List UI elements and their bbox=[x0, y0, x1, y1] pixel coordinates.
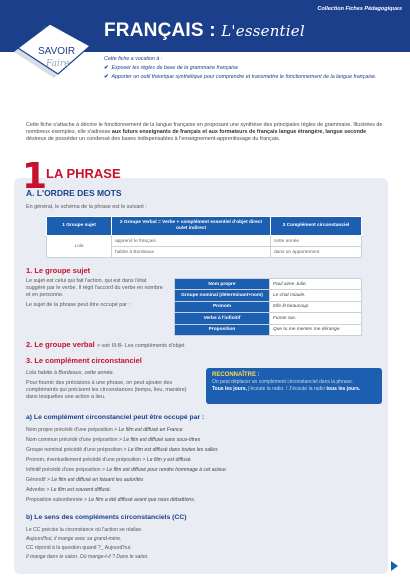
cc-example: Le film a été diffusé avant que nous débattions. bbox=[88, 497, 196, 503]
document-title bbox=[104, 20, 305, 42]
cc-example: Le film est souvent diffusé. bbox=[50, 487, 112, 493]
col-header: 1 Groupe sujet bbox=[47, 217, 112, 236]
groupe-sujet-text-2: Le sujet de la phrase peut être occupé par : bbox=[26, 302, 130, 308]
cc-type-line: Groupe nominal précédé d'une préposition > Le film est diffusé dans toutes les salles bbox=[26, 447, 218, 453]
example-cell: Que tu me mentes me dérange. bbox=[270, 324, 362, 335]
cc-type-line: Gérondif > Le film est diffusé en faisant les autorités bbox=[26, 477, 144, 483]
reco-bold-c: tous les jours. bbox=[326, 386, 361, 392]
groupe-verbal-note: > voir III-B- Les compléments d'objet bbox=[96, 343, 185, 349]
table-cell: habite à Bordeaux bbox=[112, 247, 271, 258]
cc-type-line: Nom commun précédé d'une préposition > Le film est diffusé sans sous-titres bbox=[26, 437, 201, 443]
heading-groupe-sujet: 1. Le groupe sujet bbox=[26, 266, 91, 275]
cc-example: Le film est diffusé en faisant les autorités bbox=[51, 477, 144, 483]
word-order-table bbox=[46, 216, 362, 258]
cc-type: Infinitif précédé d'une préposition bbox=[26, 467, 101, 473]
reconnaitre-box bbox=[206, 368, 382, 404]
lead-p2a: Illustrées de nombreux exemples, elle s'adresse bbox=[26, 122, 383, 136]
type-cell: Proposition bbox=[175, 324, 270, 335]
title-main: FRANÇAIS : bbox=[104, 20, 216, 41]
cc-type: Pronom, éventuellement précédé d'une préposition bbox=[26, 457, 142, 463]
example-cell: Le chat miaule. bbox=[270, 290, 362, 301]
type-cell: Groupe nominal (déterminant+nom) bbox=[175, 290, 270, 301]
intro-item-text: Exposer les règles de base de la grammaire française bbox=[111, 65, 239, 71]
groupe-sujet-text: Le sujet est celui qui fait l'action, qui est dans l'état suggéré par le verbe. Il régit l'accord du verbe en nombre et en personne. bbox=[26, 278, 163, 298]
intro-item bbox=[104, 65, 376, 71]
cc-sens-line: Il mange dans le salon. Où mange-t-il ? Dans le salon. bbox=[26, 554, 149, 560]
cc-example: Le film est diffusé dans toutes les salles bbox=[127, 447, 218, 453]
cc-example: Le film y est diffusé. bbox=[146, 457, 192, 463]
type-cell: Nom propre bbox=[175, 279, 270, 290]
cc-example: Le film est diffusé sans sous-titres bbox=[123, 437, 201, 443]
col-header: 2 Groupe Verbal = Verbe + complément essentiel d'objet direct ou/et indirect bbox=[112, 217, 271, 236]
heading-cc-types: a) Le complément circonstanciel peut être occupé par : bbox=[26, 414, 205, 421]
reco-mid: j'écoute la radio. / J'écoute la radio bbox=[246, 386, 327, 392]
intro-block bbox=[104, 56, 376, 83]
lead-p2c: désireux de posséder un condensé des bases indispensables à l'enseignement-apprentissage du français. bbox=[26, 136, 281, 143]
reconnaitre-line1: On peut déplacer un complément circonstanciel dans la phrase. bbox=[212, 379, 354, 385]
logo-word-2: Faire bbox=[46, 59, 70, 69]
subsection-intro: En général, le schéma de la phrase est le suivant : bbox=[26, 204, 147, 210]
next-page-arrow-icon[interactable] bbox=[391, 561, 398, 571]
cc-type: Proposition subordonnée bbox=[26, 497, 83, 503]
cc-sens-line: Aujourd'hui, il mange avec sa grand-mère. bbox=[26, 536, 122, 542]
subject-types-table bbox=[174, 278, 362, 336]
check-icon: ✔ bbox=[104, 65, 109, 71]
lead-p2b: aux futurs enseignants de français et aux formateurs de français langue étrangère, langue seconde bbox=[111, 129, 367, 136]
check-icon: ✔ bbox=[104, 74, 109, 80]
section-number: 1 bbox=[22, 156, 48, 197]
cc-type: Gérondif bbox=[26, 477, 46, 483]
collection-label: Collection Fiches Pédagogiques bbox=[317, 6, 402, 12]
complement-example: Lola habite à Bordeaux, cette année. bbox=[26, 370, 115, 376]
type-cell: Verbe à l'infinitif bbox=[175, 313, 270, 324]
cc-type-line: Nom propre précédé d'une préposition > Le film est diffusé en France bbox=[26, 427, 183, 433]
example-cell: Elle lit beaucoup. bbox=[270, 301, 362, 312]
heading-cc-sens: b) Le sens des compléments circonstanciels (CC) bbox=[26, 514, 187, 521]
title-sub: L'essentiel bbox=[221, 22, 305, 40]
cc-example: Le film est diffusé pour rendre hommage à cet acteur. bbox=[106, 467, 228, 473]
cc-type-line: Infinitif précédé d'une préposition > Le film est diffusé pour rendre hommage à cet acteur. bbox=[26, 467, 228, 473]
heading-complement: 3. Le complément circonstanciel bbox=[26, 356, 142, 365]
groupe-verbal-title: 2. Le groupe verbal bbox=[26, 340, 95, 349]
cc-type: Groupe nominal précédé d'une préposition bbox=[26, 447, 123, 453]
complement-text: Pour fournir des précisions à une phrase, on peut ajouter des compléments qui précisent les circonstances (temps, lieu, manière) dans lesquelles une action a lieu. bbox=[26, 380, 187, 400]
cc-type: Nom propre précédé d'une préposition bbox=[26, 427, 113, 433]
reco-bold-a: Tous les jours, bbox=[212, 386, 247, 392]
cc-type: Nom commun précédé d'une préposition bbox=[26, 437, 118, 443]
reconnaitre-line2 bbox=[212, 386, 376, 393]
cc-type-line: Adverbe > Le film est souvent diffusé. bbox=[26, 487, 112, 493]
intro-item-text: Apporter un outil théorique synthétique pour comprendre et transmettre le fonctionnement de la langue française. bbox=[111, 74, 377, 80]
cc-type-line: Proposition subordonnée > Le film a été diffusé avant que nous débattions. bbox=[26, 497, 196, 503]
table-cell: apprend le français bbox=[112, 236, 271, 247]
heading-groupe-verbal bbox=[26, 340, 184, 349]
logo-word-1: SAVOIR bbox=[38, 46, 76, 57]
subsection-title: A. L'ORDRE DES MOTS bbox=[26, 188, 122, 198]
table-cell: dans un appartement bbox=[271, 247, 362, 258]
document-header bbox=[0, 0, 410, 105]
type-cell: Pronom bbox=[175, 301, 270, 312]
table-cell: cette année bbox=[271, 236, 362, 247]
cc-example: Le film est diffusé en France bbox=[118, 427, 183, 433]
cc-sens-line: Le CC précise la circonstance où l'action se réalise. bbox=[26, 527, 143, 533]
cc-sens-line: CC répond à la question quand ?_ Aujourd'hui. bbox=[26, 545, 132, 551]
lead-p1: Cette fiche s'attache à décrire le fonctionnement de la langue française en proposant une synthèse des principales règles de grammaire. bbox=[26, 122, 352, 128]
section-title: LA PHRASE bbox=[46, 166, 121, 181]
cc-type: Adverbe bbox=[26, 487, 45, 493]
subject-cell: Lola bbox=[47, 236, 112, 258]
intro-item bbox=[104, 74, 376, 80]
example-cell: Paul aime Julie. bbox=[270, 279, 362, 290]
example-cell: Fumer tue. bbox=[270, 313, 362, 324]
cc-type-line: Pronom, éventuellement précédé d'une préposition > Le film y est diffusé. bbox=[26, 457, 192, 463]
col-header: 3 Complément circonstanciel bbox=[271, 217, 362, 236]
intro-lead: Cette fiche a vocation à : bbox=[104, 56, 163, 62]
reconnaitre-title: RECONNAÎTRE : bbox=[212, 372, 260, 378]
savoir-faire-logo bbox=[8, 18, 94, 90]
lead-paragraph bbox=[26, 122, 388, 144]
